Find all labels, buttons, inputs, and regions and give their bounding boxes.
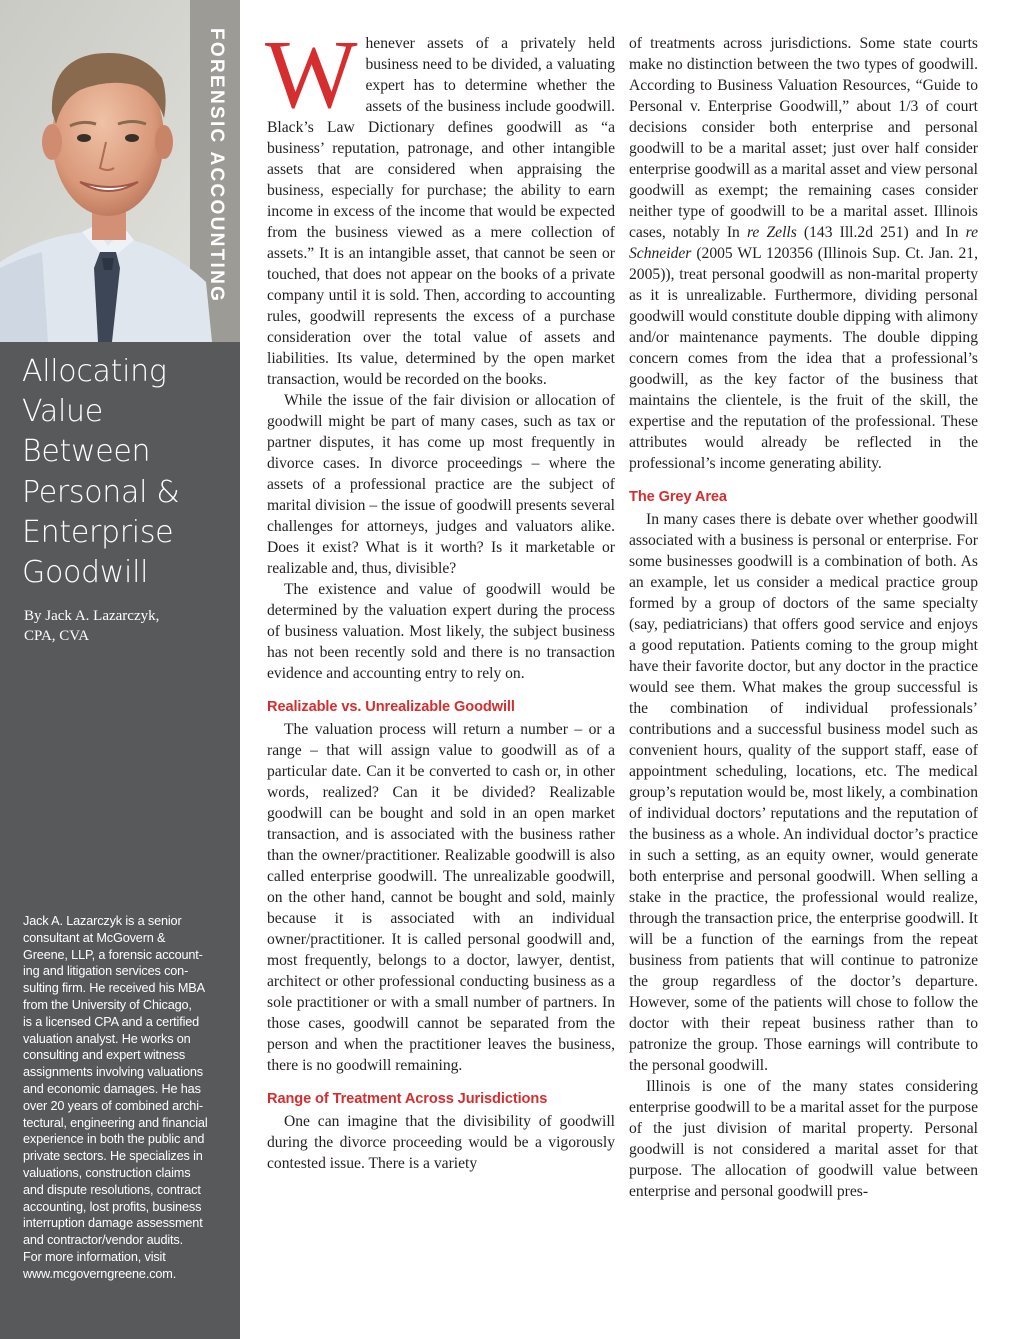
bio-line: Greene, LLP, a forensic account-	[23, 947, 203, 962]
bio-line: For more information, visit	[23, 1249, 166, 1264]
article-column-1	[265, 21, 615, 1174]
bio-line: valuation analyst. He works on	[23, 1031, 191, 1046]
bio-line: consultant at McGovern &	[23, 930, 166, 945]
bio-line: private sectors. He specializes in	[23, 1149, 203, 1164]
intro-text: henever assets of a privately held business need to be divided, a valuating expert has to determine whether the assets of the business include goodwill. Black’s Law Dictionary defines goodwill as “a business’ reputation, patronage, and other intangible assets that are considered when appraising the business, especially for purchase; the ability to earn income in excess of the income that would be expected from the business viewed as a mere collection of assets.” It is an intangible asset, that cannot be seen or touched, that does not appear on the books of a private company until it is sold. Then, according to accounting rules, goodwill represents the excess of a purchase consideration over the total value of assets and liabilities. Its value, determined by the open market transaction, would be recorded on the books.	[267, 35, 615, 388]
author-bio	[23, 913, 228, 1283]
bio-line: valuations, construction claims	[23, 1165, 191, 1180]
bio-line: and dispute resolutions, contract	[23, 1182, 201, 1197]
article-column-2	[629, 33, 978, 1202]
title-line: Allocating	[22, 354, 167, 389]
body-paragraph: In many cases there is debate over whether goodwill associated with a business is personal or enterprise. For some businesses goodwill is a combination of both. As an example, let us consider a medical practice group formed by a group of doctors of the same specialty (say, pediatricians) that offers good service and enjoys a good reputation. Patients coming to the group might have their favorite doctor, but any doctor in the practice would see them. What makes the group successful is the combination of individual professionals’ contributions and a successful business model such as convenient hours, quality of the support staff, ease of appointment scheduling, locations, etc. The medical group’s reputation would be, most likely, a combination of individual doctors’ reputations and the reputation of the business as a whole. An individual doctor’s practice in such a setting, as an equity owner, would generate both enterprise and personal goodwill. When selling a stake in the practice, the professional would realize, through the transaction price, the enterprise goodwill. It will be a function of the earnings from the repeat business from patients that will continue to patronize the group regardless of the doctor’s departure. However, some of the patients will chose to follow the doctor with their repeat business rather than to patronize the group. Those earnings will contribute to the personal goodwill.	[629, 511, 978, 1074]
bio-line-website: www.mcgoverngreene.com.	[23, 1266, 177, 1281]
bio-line: sulting firm. He received his MBA	[23, 981, 205, 996]
case-name: re Zells	[746, 224, 797, 241]
bio-line: accounting, lost profits, business	[23, 1199, 202, 1214]
body-paragraph: of treatments across jurisdictions. Some state courts make no distinction between the two types of goodwill. According to Business Valuation Resources, “Guide to Personal v. Enterprise Goodwill,” about 1/3 of court decisions consider both enterprise and personal goodwill to be a marital asset; just over half consider enterprise goodwill as a marital asset and view personal goodwill as exempt; the remaining cases consider neither type of goodwill to be a marital asset. Illinois cases, notably In re Zells (143 Ill.2d 251) and In re Schneider (2005 WL 120356 (Illinois Sup. Ct. Jan. 21, 2005)), treat personal goodwill as non-marital property as it is unrealizable. Furthermore, dividing personal goodwill would constitute double dipping with alimony and/or maintenance payments. The double dipping concern comes from the idea that a professional’s goodwill, as the key factor of the business that maintains the clientele, is the fruit of the skill, the expertise and the reputation of the professional. These attributes would already be reflected in the professional’s income generating ability.	[629, 35, 978, 472]
bio-line: tectural, engineering and financial	[23, 1115, 208, 1130]
title-line: Between	[22, 434, 151, 470]
body-paragraph: Illinois is one of the many states considering enterprise goodwill to be a marital asset for the purpose of the just division of marital property. Personal goodwill is not considered a marital asset for that purpose. The allocation of goodwill value between enterprise and personal goodwill pres-	[629, 1078, 978, 1200]
section-heading: Range of Treatment Across Jurisdictions	[267, 1091, 548, 1107]
section-heading: Realizable vs. Unrealizable Goodwill	[267, 699, 515, 715]
bio-line: is a licensed CPA and a certified	[23, 1014, 200, 1029]
bio-line: experience in both the public and	[23, 1132, 205, 1147]
bio-line: interruption damage assessment	[23, 1216, 203, 1231]
section-label: FORENSIC ACCOUNTING	[206, 28, 227, 304]
sidebar	[0, 0, 240, 1339]
bio-line: ing and litigation services con-	[23, 964, 189, 979]
byline-name: By Jack A. Lazarczyk,	[24, 608, 160, 624]
title-line: Value	[22, 394, 103, 430]
title-line: Personal &	[22, 474, 180, 510]
bio-line: and contractor/vendor audits.	[23, 1233, 183, 1248]
bio-line: consulting and expert witness	[23, 1048, 186, 1063]
bio-line: from the University of Chicago,	[23, 997, 192, 1012]
body-paragraph: One can imagine that the divisibility of goodwill during the divorce proceeding would be a vigorously contested issue. There is a variety	[267, 1113, 615, 1172]
bio-line: and economic damages. He has	[23, 1081, 201, 1096]
bio-line: assignments involving valuations	[23, 1065, 203, 1080]
article-title	[22, 352, 232, 593]
byline	[24, 606, 224, 646]
byline-credentials: CPA, CVA	[24, 628, 90, 644]
drop-cap: W	[265, 21, 358, 129]
body-paragraph: The valuation process will return a number – or a range – that will assign value to goodwill as of a particular date. Can it be converted to cash or, in other words, realized? Can it be divided? Realizable goodwill can be bought and sold in an open market transaction, and is associated with the business rather than the owner/practitioner. Realizable goodwill is also called enterprise goodwill. The unrealizable goodwill, on the other hand, cannot be bought and sold, mainly because it is associated with an individual owner/practitioner. It is called personal goodwill and, most frequently, belongs to a doctor, lawyer, dentist, architect or other professional conducting business as a sole practitioner or with a small number of partners. In those cases, goodwill cannot be separated from the person and when the practitioner leaves the business, there is no goodwill remaining.	[267, 721, 615, 1074]
body-paragraph: While the issue of the fair division or allocation of goodwill might be part of many cases, such as tax or partner disputes, it has come up most frequently in divorce cases. In divorce proceedings – where the assets of a professional practice are the subject of marital division – the issue of goodwill presents several challenges for attorneys, judges and valuators alike. Does it exist? What is it worth? Is it marketable or realizable and, thus, divisible?	[267, 392, 615, 577]
case-name: re Schneider	[629, 224, 978, 262]
section-heading: The Grey Area	[629, 489, 727, 505]
bio-line: Jack A. Lazarczyk is a senior	[23, 914, 182, 928]
body-paragraph: The existence and value of goodwill would be determined by the valuation expert during the process of business valuation. Most likely, the subject business has not been recently sold and there is no transaction evidence and accounting entry to rely on.	[267, 581, 615, 682]
title-line: Goodwill	[22, 555, 149, 591]
title-line: Enterprise	[22, 514, 174, 550]
bio-line: over 20 years of combined archi-	[23, 1098, 203, 1113]
intro-paragraph	[265, 21, 615, 390]
